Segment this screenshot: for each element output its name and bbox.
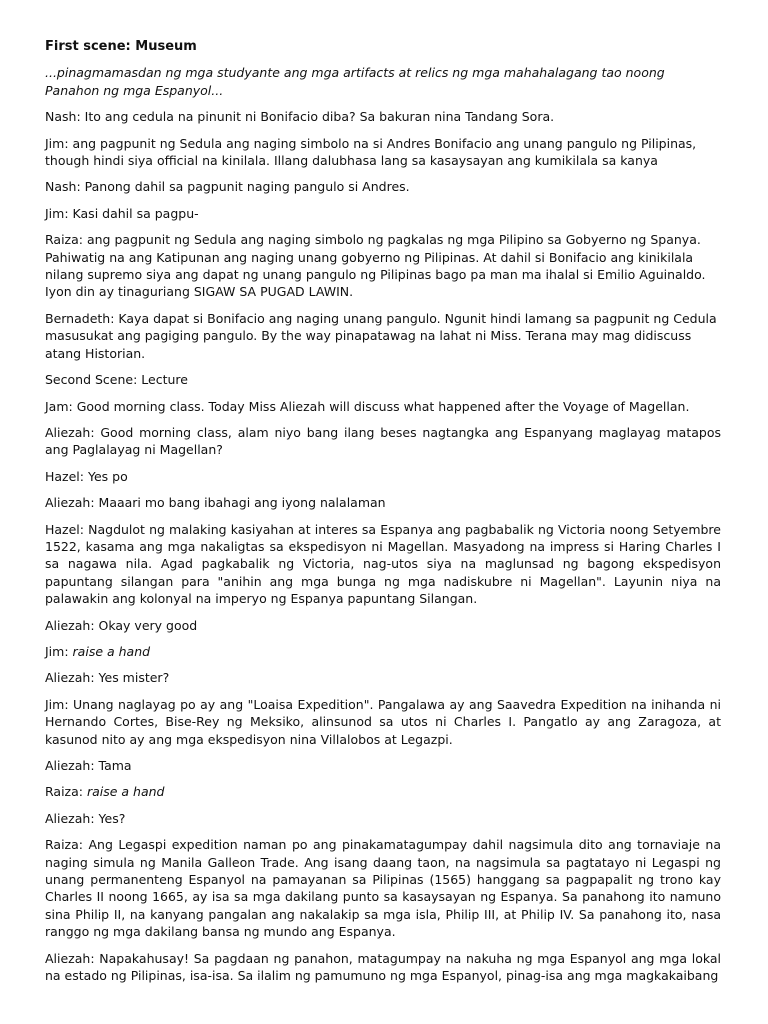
dialogue-line — [45, 468, 721, 485]
speaker: Aliezah: — [45, 495, 95, 511]
line-text: Kaya dapat si Bonifacio ang naging unang pangulo. Ngunit hindi lamang sa pagpunit ng Cedula masusukat ang pagiging pangulo. By the way pinapatawag na lahat ni Miss. Terana may mag didiscuss atang Historian. — [45, 310, 717, 361]
speaker: Aliezah: — [45, 758, 95, 773]
dialogue-line — [45, 521, 721, 608]
line-text: Tama — [98, 758, 132, 773]
scene-intro: ...pinagmamasdan ng mga studyante ang mga artifacts at relics ng mga mahahalagang tao noong Panahon ng mga Espanyol... — [45, 65, 665, 98]
line-text: Kasi dahil sa pagpu- — [72, 205, 199, 221]
speaker: Raiza: — [45, 784, 83, 800]
dialogue-line — [45, 669, 721, 686]
line-text: Napakahusay! Sa pagdaan ng panahon, matagumpay na nakuha ng mga Espanyol ang mga lokal na estado ng Pilipinas, isa-isa. Sa ilalim ng pamumuno ng mga Espanyol, pinag-isa ang mga magkakaibang — [45, 950, 721, 984]
speaker: Nash: — [45, 179, 81, 195]
dialogue-line — [45, 205, 721, 222]
line-text: Yes po — [87, 468, 128, 484]
line-text: Yes mister? — [98, 670, 170, 686]
document-page — [45, 38, 721, 993]
line-text: Nagdulot ng malaking kasiyahan at interes sa Espanya ang pagbabalik ng Victoria noong Setyembre 1522, kasama ang mga nakaligtas sa ekspedisyon ni Magellan. Masyadong na impress si Haring Charles I sa nagawa nila. Agad pagkabalik ng Victoria, nag-utos siya na maglunsad ng bagong ekspedisyon papuntang silangan para "anihin ang mga bunga ng mga nadiskubre ni Magellan". Layunin niya na palawakin ang kolonyal na imperyo ng Espanya papuntang Silangan. — [45, 521, 721, 607]
speaker: Raiza: — [45, 837, 83, 853]
dialogue-line — [45, 696, 721, 748]
scene-heading: Second Scene: Lecture — [45, 372, 188, 388]
dialogue-line — [45, 135, 721, 170]
speaker: Raiza: — [45, 232, 83, 248]
dialogue-line — [45, 494, 721, 511]
line-text: Good morning class. Today Miss Aliezah will discuss what happened after the Voyage of Magellan. — [76, 398, 690, 414]
dialogue-line — [45, 310, 721, 362]
line-text: Panong dahil sa pagpunit naging pangulo si Andres. — [84, 179, 410, 195]
speaker: Jim: — [45, 205, 69, 221]
stage-direction: raise a hand — [86, 784, 165, 800]
speaker: Aliezah: — [45, 617, 95, 633]
dialogue-line — [45, 178, 721, 195]
dialogue-line — [45, 783, 721, 800]
speaker: Jim: — [45, 643, 69, 659]
dialogue-line — [45, 643, 721, 660]
scene-title: First scene: Museum — [45, 39, 197, 54]
line-text: Unang naglayag po ay ang "Loaisa Expedition". Pangalawa ay ang Saavedra Expedition na inihanda ni Hernando Cortes, Bise-Rey ng Meksiko, alinsunod sa utos ni Charles I. Pangatlo ay ang Zaragoza, at kasunod nito ay ang mga ekspedisyon nina Villalobos at Legazpi. — [45, 696, 721, 747]
stage-direction: raise a hand — [72, 643, 151, 659]
speaker: Hazel: — [45, 521, 84, 537]
line-text: Good morning class, alam niyo bang ilang beses nagtangka ang Espanyang maglayag matapos ang Paglalayag ni Magellan? — [45, 424, 721, 458]
speaker: Aliezah: — [45, 424, 95, 440]
dialogue-line — [45, 950, 721, 985]
line-text: Yes? — [98, 810, 126, 826]
speaker: Aliezah: — [45, 810, 95, 826]
dialogue-line — [45, 836, 721, 940]
speaker: Aliezah: — [45, 670, 95, 686]
line-text: Okay very good — [98, 617, 198, 633]
speaker: Jim: — [45, 135, 69, 151]
speaker: Hazel: — [45, 468, 84, 484]
line-text: Ang Legaspi expedition naman po ang pinakamatagumpay dahil nagsimula dito ang tornaviaje na naging simula ng Manila Galleon Trade. Ang isang daang taon, na nagsimula sa pagtatayo ni Legaspi ng unang permanenteng Espanyol na pamayanan sa Pilipinas (1565) hanggang sa pagpapalit ng trono kay Charles II noong 1665, ay isa sa mga dakilang punto sa kasaysayan ng Espanya. Sa panahong ito namuno sina Philip II, na kanyang pangalan ang nakalakip sa mga isla, Philip III, at Philip IV. Sa panahong ito, nasa ranggo ng mga dakilang bansa ng mundo ang Espanya. — [45, 837, 721, 940]
dialogue-line — [45, 108, 721, 125]
dialogue-line — [45, 231, 721, 301]
speaker: Jam: — [45, 398, 73, 414]
dialogue-line — [45, 398, 721, 415]
dialogue-line — [45, 617, 721, 634]
line-text: Ito ang cedula na pinunit ni Bonifacio diba? Sa bakuran nina Tandang Sora. — [84, 109, 555, 125]
speaker: Bernadeth: — [45, 310, 115, 326]
dialogue-line — [45, 757, 721, 774]
line-text: Maaari mo bang ibahagi ang iyong nalalaman — [98, 495, 386, 511]
speaker: Aliezah: — [45, 950, 95, 966]
speaker: Nash: — [45, 109, 81, 125]
line-text: ang pagpunit ng Sedula ang naging simbolo na si Andres Bonifacio ang unang pangulo ng Pilipinas, though hindi siya official na kinilala. Illang dalubhasa lang sa kasaysayan ang kumikilala sa kanya — [45, 135, 697, 169]
line-text: ang pagpunit ng Sedula ang naging simbolo ng pagkalas ng mga Pilipino sa Gobyerno ng Spanya. Pahiwatig na ang Katipunan ang naging unang gobyerno ng Pilipinas. At dahil si Bonifacio ang kinikilala nilang supremo siya ang dapat ng unang pangulo ng Pilipinas bago pa man ma ihalal si Emilio Aguinaldo. Iyon din ay tinaguriang SIGAW SA PUGAD LAWIN. — [45, 232, 706, 300]
dialogue-line — [45, 810, 721, 827]
speaker: Jim: — [45, 696, 69, 712]
dialogue-line — [45, 424, 721, 459]
